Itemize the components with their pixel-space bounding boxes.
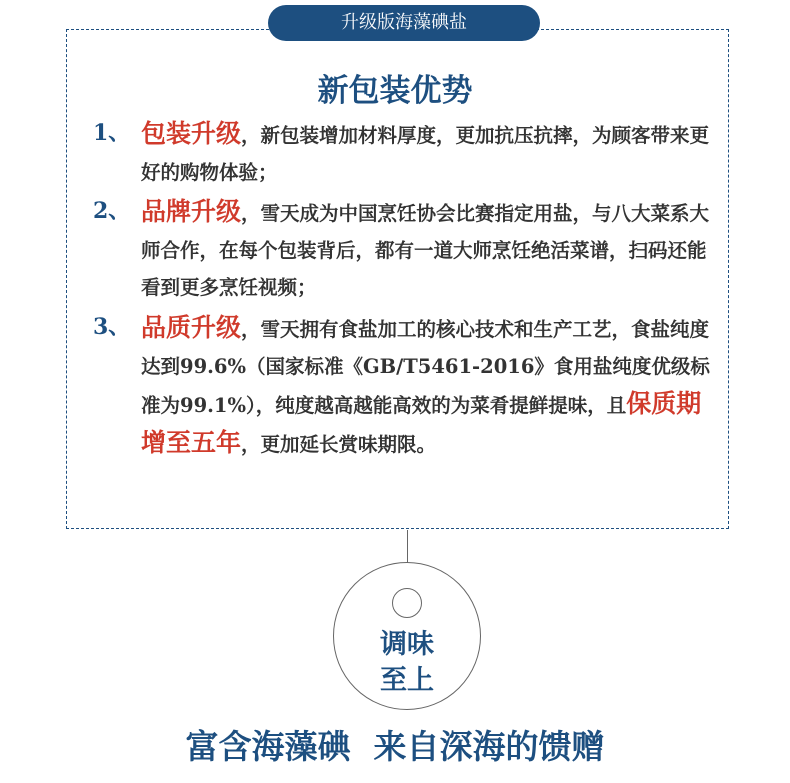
header-pill: 升级版海藻碘盐: [268, 5, 540, 41]
section-title: 新包装优势: [317, 73, 473, 109]
slogan: 富含海藻碘 来自深海的馈赠: [185, 727, 605, 766]
item-highlight: 品牌升级: [141, 197, 242, 226]
item-number: 3、: [93, 314, 131, 340]
item-number: 1、: [93, 120, 131, 146]
item-highlight: 包装升级: [141, 119, 242, 148]
list-item: [93, 309, 713, 463]
tag-string: [407, 530, 408, 564]
tag-line-2: 至上: [380, 665, 434, 696]
item-highlight: 品质升级: [141, 313, 242, 342]
tag-hole: [392, 588, 422, 618]
tag-line-1: 调味: [380, 629, 434, 660]
list-item: [93, 193, 713, 306]
item-text: ，雪天拥有食盐加工的核心技术和生产工艺，食盐纯度达到99.6%（国家标准《GB/T5461-2016》食用盐纯度优级标准为99.1%），纯度越高越能高效的为菜肴提鲜提味，且: [141, 318, 710, 417]
shelf-life-highlight: 保质期增至五年: [141, 389, 702, 457]
list-item: [93, 115, 713, 191]
item-number: 2、: [93, 198, 131, 224]
item-text-end: ，更加延长赏味期限。: [241, 433, 437, 456]
item-text: ，雪天成为中国烹饪协会比赛指定用盐，与八大菜系大师合作，在每个包装背后，都有一道大师烹饪绝活菜谱，扫码还能看到更多烹饪视频；: [141, 202, 710, 299]
item-text: ，新包装增加材料厚度，更加抗压抗摔，为顾客带来更好的购物体验；: [141, 124, 710, 184]
